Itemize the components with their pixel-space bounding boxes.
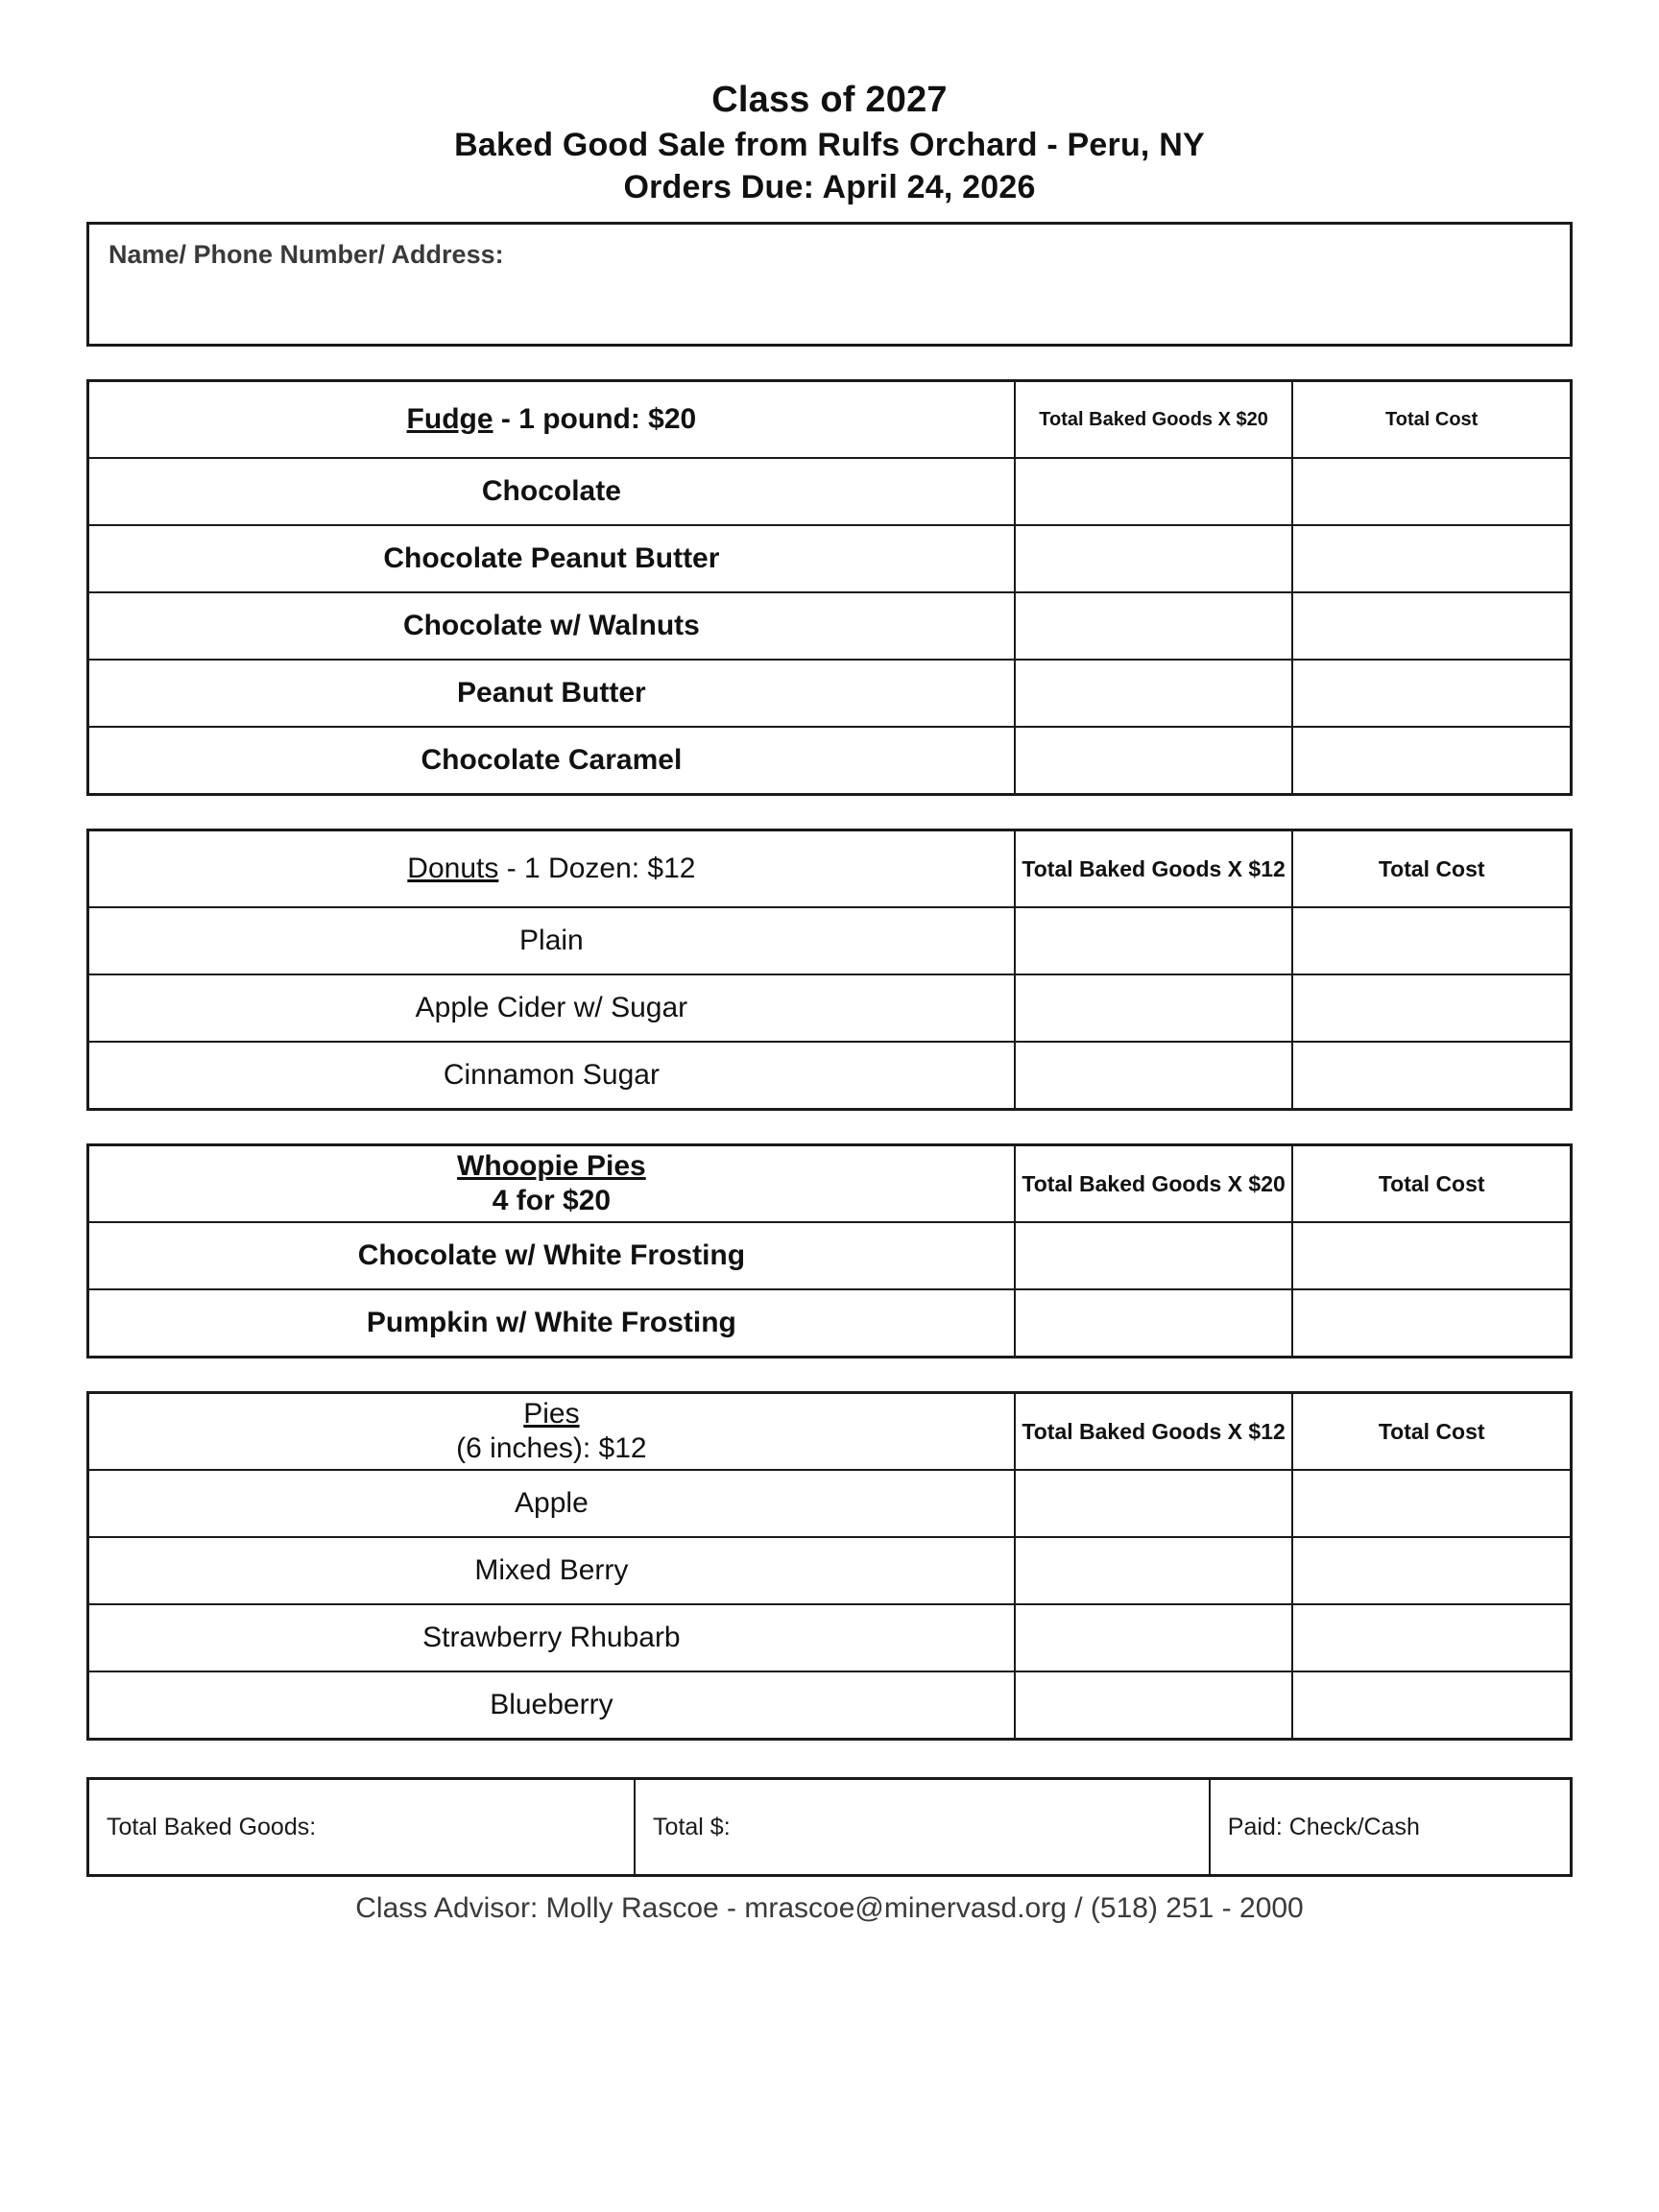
- cost-column-header: Total Cost: [1292, 1393, 1571, 1471]
- cost-cell[interactable]: [1292, 974, 1571, 1042]
- title-line-3: Orders Due: April 24, 2026: [623, 168, 1036, 205]
- section-table-fudge: [86, 379, 1573, 796]
- paid-method-field[interactable]: Paid: Check/Cash: [1210, 1779, 1572, 1876]
- section-price: 4 for $20: [492, 1185, 612, 1216]
- section-title: Pies: [523, 1398, 580, 1430]
- table-row: [88, 1470, 1572, 1537]
- cost-cell[interactable]: [1292, 727, 1571, 795]
- section-price: - 1 Dozen: $12: [498, 852, 696, 884]
- table-row: [88, 1604, 1572, 1671]
- table-row: [88, 525, 1572, 592]
- section-price: - 1 pound: $20: [493, 402, 697, 435]
- cost-cell[interactable]: [1292, 1604, 1571, 1671]
- table-row: [88, 907, 1572, 974]
- section-title: Fudge: [406, 402, 493, 435]
- total-baked-goods-field[interactable]: Total Baked Goods:: [88, 1779, 636, 1876]
- item-label: Strawberry Rhubarb: [88, 1604, 1015, 1671]
- table-row: [88, 458, 1572, 525]
- qty-cell[interactable]: [1015, 1537, 1293, 1604]
- cost-cell[interactable]: [1292, 1537, 1571, 1604]
- item-label: Cinnamon Sugar: [88, 1042, 1015, 1110]
- section-title: Donuts: [407, 852, 499, 884]
- item-label: Apple Cider w/ Sugar: [88, 974, 1015, 1042]
- table-row: [88, 1537, 1572, 1604]
- footer-contact: Class Advisor: Molly Rascoe - mrascoe@minervasd.org / (518) 251 - 2000: [355, 1892, 1304, 1924]
- totals-table: [86, 1777, 1573, 1877]
- item-label: Mixed Berry: [88, 1537, 1015, 1604]
- table-row: [88, 1222, 1572, 1289]
- title-line-1: Class of 2027: [711, 80, 948, 120]
- cost-cell[interactable]: [1292, 1289, 1571, 1358]
- cost-cell[interactable]: [1292, 1671, 1571, 1740]
- table-row: [88, 974, 1572, 1042]
- qty-cell[interactable]: [1015, 592, 1293, 660]
- section-header-whoopie-pies: [88, 1145, 1015, 1223]
- item-label: Chocolate: [88, 458, 1015, 525]
- table-row: [88, 1042, 1572, 1110]
- qty-column-header: Total Baked Goods X $12: [1015, 830, 1293, 908]
- page-title: [86, 77, 1573, 208]
- cost-cell[interactable]: [1292, 458, 1571, 525]
- cost-cell[interactable]: [1292, 592, 1571, 660]
- section-header-fudge: [88, 381, 1015, 459]
- customer-info-label: Name/ Phone Number/ Address:: [108, 240, 504, 269]
- item-label: Plain: [88, 907, 1015, 974]
- table-row: [88, 660, 1572, 727]
- qty-cell[interactable]: [1015, 1222, 1293, 1289]
- section-header-donuts: [88, 830, 1015, 908]
- qty-cell[interactable]: [1015, 660, 1293, 727]
- table-row: [88, 592, 1572, 660]
- qty-cell[interactable]: [1015, 1042, 1293, 1110]
- cost-cell[interactable]: [1292, 660, 1571, 727]
- qty-column-header: Total Baked Goods X $20: [1015, 1145, 1293, 1223]
- customer-info-field[interactable]: [86, 222, 1573, 347]
- total-dollars-field[interactable]: Total $:: [635, 1779, 1210, 1876]
- cost-cell[interactable]: [1292, 525, 1571, 592]
- item-label: Chocolate w/ Walnuts: [88, 592, 1015, 660]
- qty-cell[interactable]: [1015, 1671, 1293, 1740]
- item-label: Peanut Butter: [88, 660, 1015, 727]
- section-table-donuts: [86, 829, 1573, 1111]
- qty-cell[interactable]: [1015, 458, 1293, 525]
- cost-cell[interactable]: [1292, 1222, 1571, 1289]
- qty-column-header: Total Baked Goods X $12: [1015, 1393, 1293, 1471]
- section-header-pies: [88, 1393, 1015, 1471]
- item-label: Apple: [88, 1470, 1015, 1537]
- title-line-2: Baked Good Sale from Rulfs Orchard - Peru, NY: [454, 126, 1205, 163]
- table-row: [88, 1671, 1572, 1740]
- qty-cell[interactable]: [1015, 974, 1293, 1042]
- table-header-row: [88, 1145, 1572, 1223]
- section-price: (6 inches): $12: [456, 1432, 647, 1464]
- table-header-row: [88, 381, 1572, 459]
- cost-column-header: Total Cost: [1292, 381, 1571, 459]
- cost-column-header: Total Cost: [1292, 1145, 1571, 1223]
- table-row: [88, 1289, 1572, 1358]
- item-label: Blueberry: [88, 1671, 1015, 1740]
- table-row: [88, 727, 1572, 795]
- qty-cell[interactable]: [1015, 1470, 1293, 1537]
- item-label: Chocolate w/ White Frosting: [88, 1222, 1015, 1289]
- section-title: Whoopie Pies: [457, 1150, 646, 1182]
- qty-column-header: Total Baked Goods X $20: [1015, 381, 1293, 459]
- qty-cell[interactable]: [1015, 1289, 1293, 1358]
- item-label: Pumpkin w/ White Frosting: [88, 1289, 1015, 1358]
- item-label: Chocolate Caramel: [88, 727, 1015, 795]
- qty-cell[interactable]: [1015, 1604, 1293, 1671]
- totals-row: [88, 1779, 1572, 1876]
- cost-cell[interactable]: [1292, 1470, 1571, 1537]
- qty-cell[interactable]: [1015, 907, 1293, 974]
- section-table-pies: [86, 1391, 1573, 1741]
- table-header-row: [88, 1393, 1572, 1471]
- cost-cell[interactable]: [1292, 1042, 1571, 1110]
- cost-cell[interactable]: [1292, 907, 1571, 974]
- cost-column-header: Total Cost: [1292, 830, 1571, 908]
- qty-cell[interactable]: [1015, 525, 1293, 592]
- table-header-row: [88, 830, 1572, 908]
- item-label: Chocolate Peanut Butter: [88, 525, 1015, 592]
- section-table-whoopie-pies: [86, 1143, 1573, 1358]
- qty-cell[interactable]: [1015, 727, 1293, 795]
